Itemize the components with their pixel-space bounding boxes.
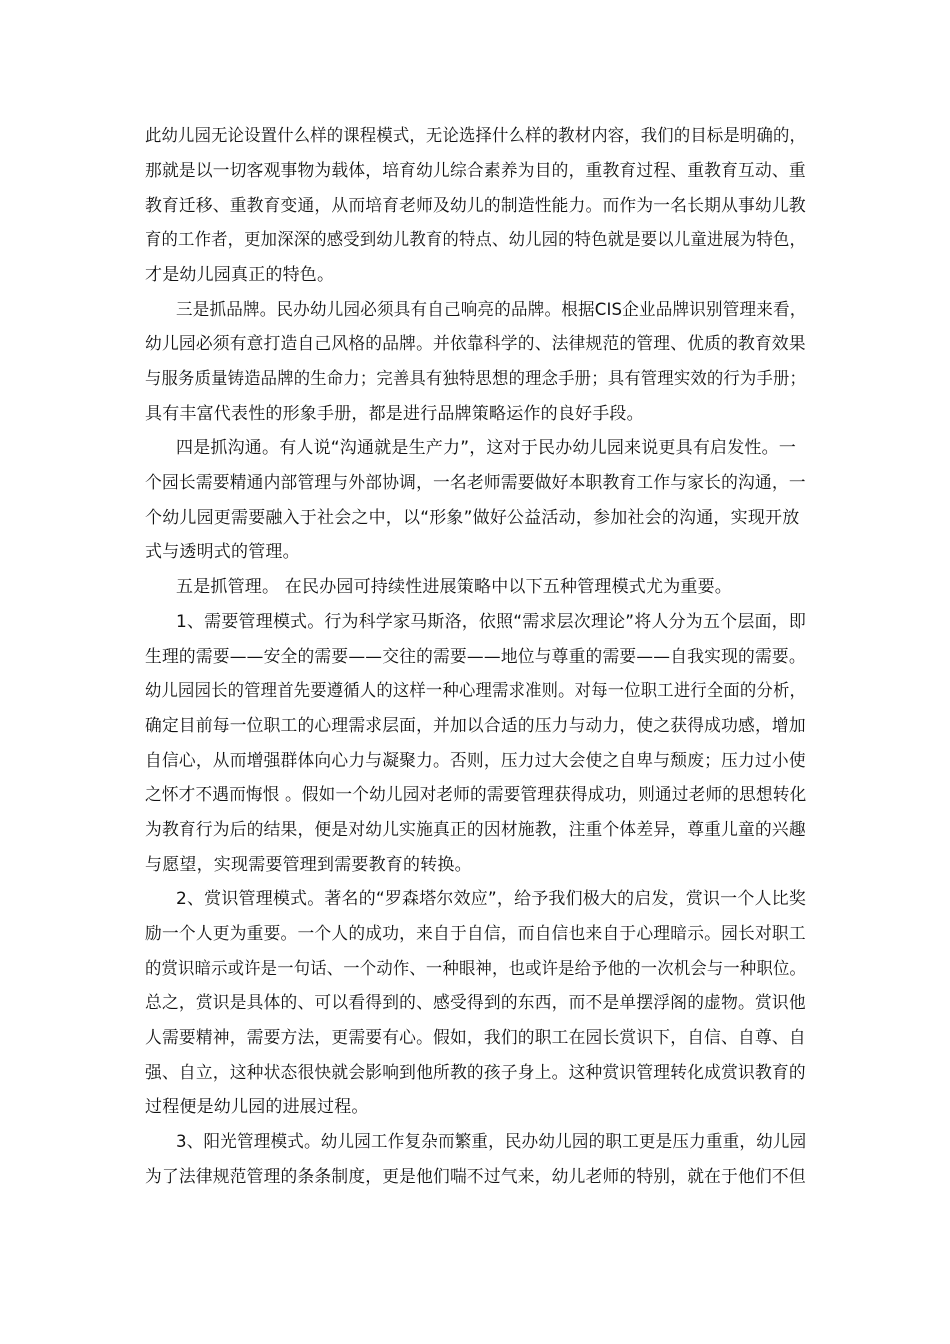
text-line: 那就是以一切客观事物为载体，培育幼儿综合素养为目的，重教育过程、重教育互动、重 xyxy=(145,161,806,181)
text-line: 四是抓沟通。有人说“沟通就是生产力”，这对于民办幼儿园来说更具有启发性。一 xyxy=(176,438,797,458)
text-line: 为了法律规范管理的条条制度，更是他们喘不过气来，幼儿老师的特别，就在于他们不但 xyxy=(145,1167,806,1187)
text-line: 2、赏识管理模式。著名的“罗森塔尔效应”，给予我们极大的启发，赏识一个人比奖 xyxy=(176,889,807,909)
text-line: 的赏识暗示或许是一句话、一个动作、一种眼神，也或许是给予他的一次机会与一种职位。 xyxy=(145,959,807,979)
text-line: 之怀才不遇而悔恨 。假如一个幼儿园对老师的需要管理获得成功，则通过老师的思想转化 xyxy=(145,785,807,805)
text-line: 3、阳光管理模式。幼儿园工作复杂而繁重，民办幼儿园的职工更是压力重重，幼儿园 xyxy=(176,1132,807,1152)
text-line: 具有丰富代表性的形象手册，都是进行品牌策略运作的良好手段。 xyxy=(145,404,644,424)
text-line: 个幼儿园更需要融入于社会之中，以“形象”做好公益活动，参加社会的沟通，实现开放 xyxy=(145,508,800,528)
text-line: 与服务质量铸造品牌的生命力；完善具有独特思想的理念手册；具有管理实效的行为手册； xyxy=(145,369,807,389)
text-line: 为教育行为后的结果，便是对幼儿实施真正的因材施教，注重个体差异，尊重儿童的兴趣 xyxy=(145,820,806,840)
text-line: 此幼儿园无论设置什么样的课程模式，无论选择什么样的教材内容，我们的目标是明确的， xyxy=(145,126,807,146)
text-line: 生理的需要——安全的需要——交往的需要——地位与尊重的需要——自我实现的需要。 xyxy=(145,647,806,667)
text-line: 总之，赏识是具体的、可以看得到的、感受得到的东西，而不是单摆浮阁的虚物。赏识他 xyxy=(145,993,806,1013)
text-line: 才是幼儿园真正的特色。 xyxy=(145,265,335,285)
text-line: 育的工作者，更加深深的感受到幼儿教育的特点、幼儿园的特色就是要以儿童进展为特色， xyxy=(145,230,807,250)
text-line: 幼儿园园长的管理首先要遵循人的这样一种心理需求准则。对每一位职工进行全面的分析， xyxy=(145,681,807,701)
text-line: 自信心，从而增强群体向心力与凝聚力。否则，压力过大会使之自卑与颓废；压力过小使 xyxy=(145,751,806,771)
text-line: 励一个人更为重要。一个人的成功，来自于自信，而自信也来自于心理暗示。园长对职工 xyxy=(145,924,806,944)
text-line: 与愿望，实现需要管理到需要教育的转换。 xyxy=(145,855,472,875)
text-line: 个园长需要精通内部管理与外部协调，一名老师需要做好本职教育工作与家长的沟通，一 xyxy=(145,473,806,493)
text-line: 三是抓品牌。民办幼儿园必须具有自己响亮的品牌。根据CIS企业品牌识别管理来看， xyxy=(176,300,807,320)
text-line: 过程便是幼儿园的进展过程。 xyxy=(145,1097,369,1117)
text-line: 强、自立，这种状态很快就会影响到他所教的孩子身上。这种赏识管理转化成赏识教育的 xyxy=(145,1063,806,1083)
text-line: 人需要精神，需要方法，更需要有心。假如，我们的职工在园长赏识下，自信、自尊、自 xyxy=(145,1028,806,1048)
text-line: 式与透明式的管理。 xyxy=(145,542,300,562)
text-line: 五是抓管理。 在民办园可持续性进展策略中以下五种管理模式尤为重要。 xyxy=(176,577,733,597)
text-line: 确定目前每一位职工的心理需求层面，并加以合适的压力与动力，使之获得成功感，增加 xyxy=(145,716,806,736)
text-line: 1、需要管理模式。行为科学家马斯洛，依照“需求层次理论”将人分为五个层面，即 xyxy=(176,612,807,632)
text-line: 幼儿园必须有意打造自己风格的品牌。并依靠科学的、法律规范的管理、优质的教育效果 xyxy=(145,334,806,354)
text-line: 教育迁移、重教育变通，从而培育老师及幼儿的制造性能力。而作为一名长期从事幼儿教 xyxy=(145,196,806,216)
